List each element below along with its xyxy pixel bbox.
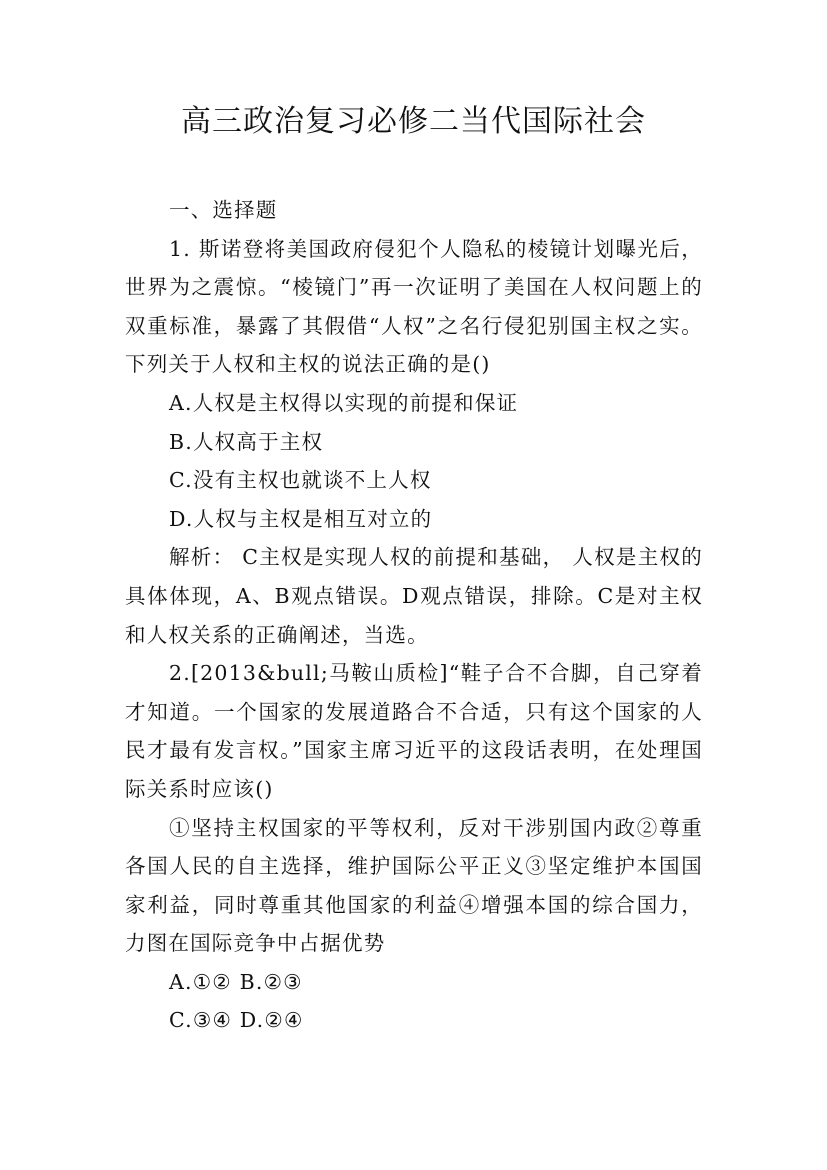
question-1-stem: 1. 斯诺登将美国政府侵犯个人隐私的棱镜计划曝光后，世界为之震惊。“棱镜门”再一次证明了美国在人权问题上的双重标准，暴露了其假借“人权”之名行侵犯别国主权之实。下列关于人权和主权的说法正确的是() [125,236,703,377]
question-2-options-ab: A.①② B.②③ [169,969,303,994]
question-1-analysis: 解析： C主权是实现人权的前提和基础， 人权是主权的具体体现，A、B观点错误。D观点错误，排除。C是对主权和人权关系的正确阐述，当选。 [125,545,703,647]
question-1-option-a: A.人权是主权得以实现的前提和保证 [169,390,519,415]
section-heading: 一、选择题 [169,198,278,222]
question-1-option-c: C.没有主权也就谈不上人权 [169,468,432,493]
document-title: 高三政治复习必修二当代国际社会 [181,104,646,139]
document-body [125,191,703,1040]
question-2-stem: 2.[2013&bull;马鞍山质检]“鞋子合不合脚，自己穿着才知道。一个国家的发展道路合不合适，只有这个国家的人民才最有发言权。”国家主席习近平的这段话表明，在处理国际关系时应该() [125,661,703,801]
question-2-statements: ①坚持主权国家的平等权利，反对干涉别国内政②尊重各国人民的自主选择，维护国际公平正义③坚定维护本国国家利益，同时尊重其他国家的利益④增强本国的综合国力，力图在国际竞争中占据优势 [125,815,703,956]
question-2-options-cd: C.③④ D.②④ [169,1008,304,1033]
question-1-option-b: B.人权高于主权 [169,429,324,454]
question-1-option-d: D.人权与主权是相互对立的 [169,506,433,531]
